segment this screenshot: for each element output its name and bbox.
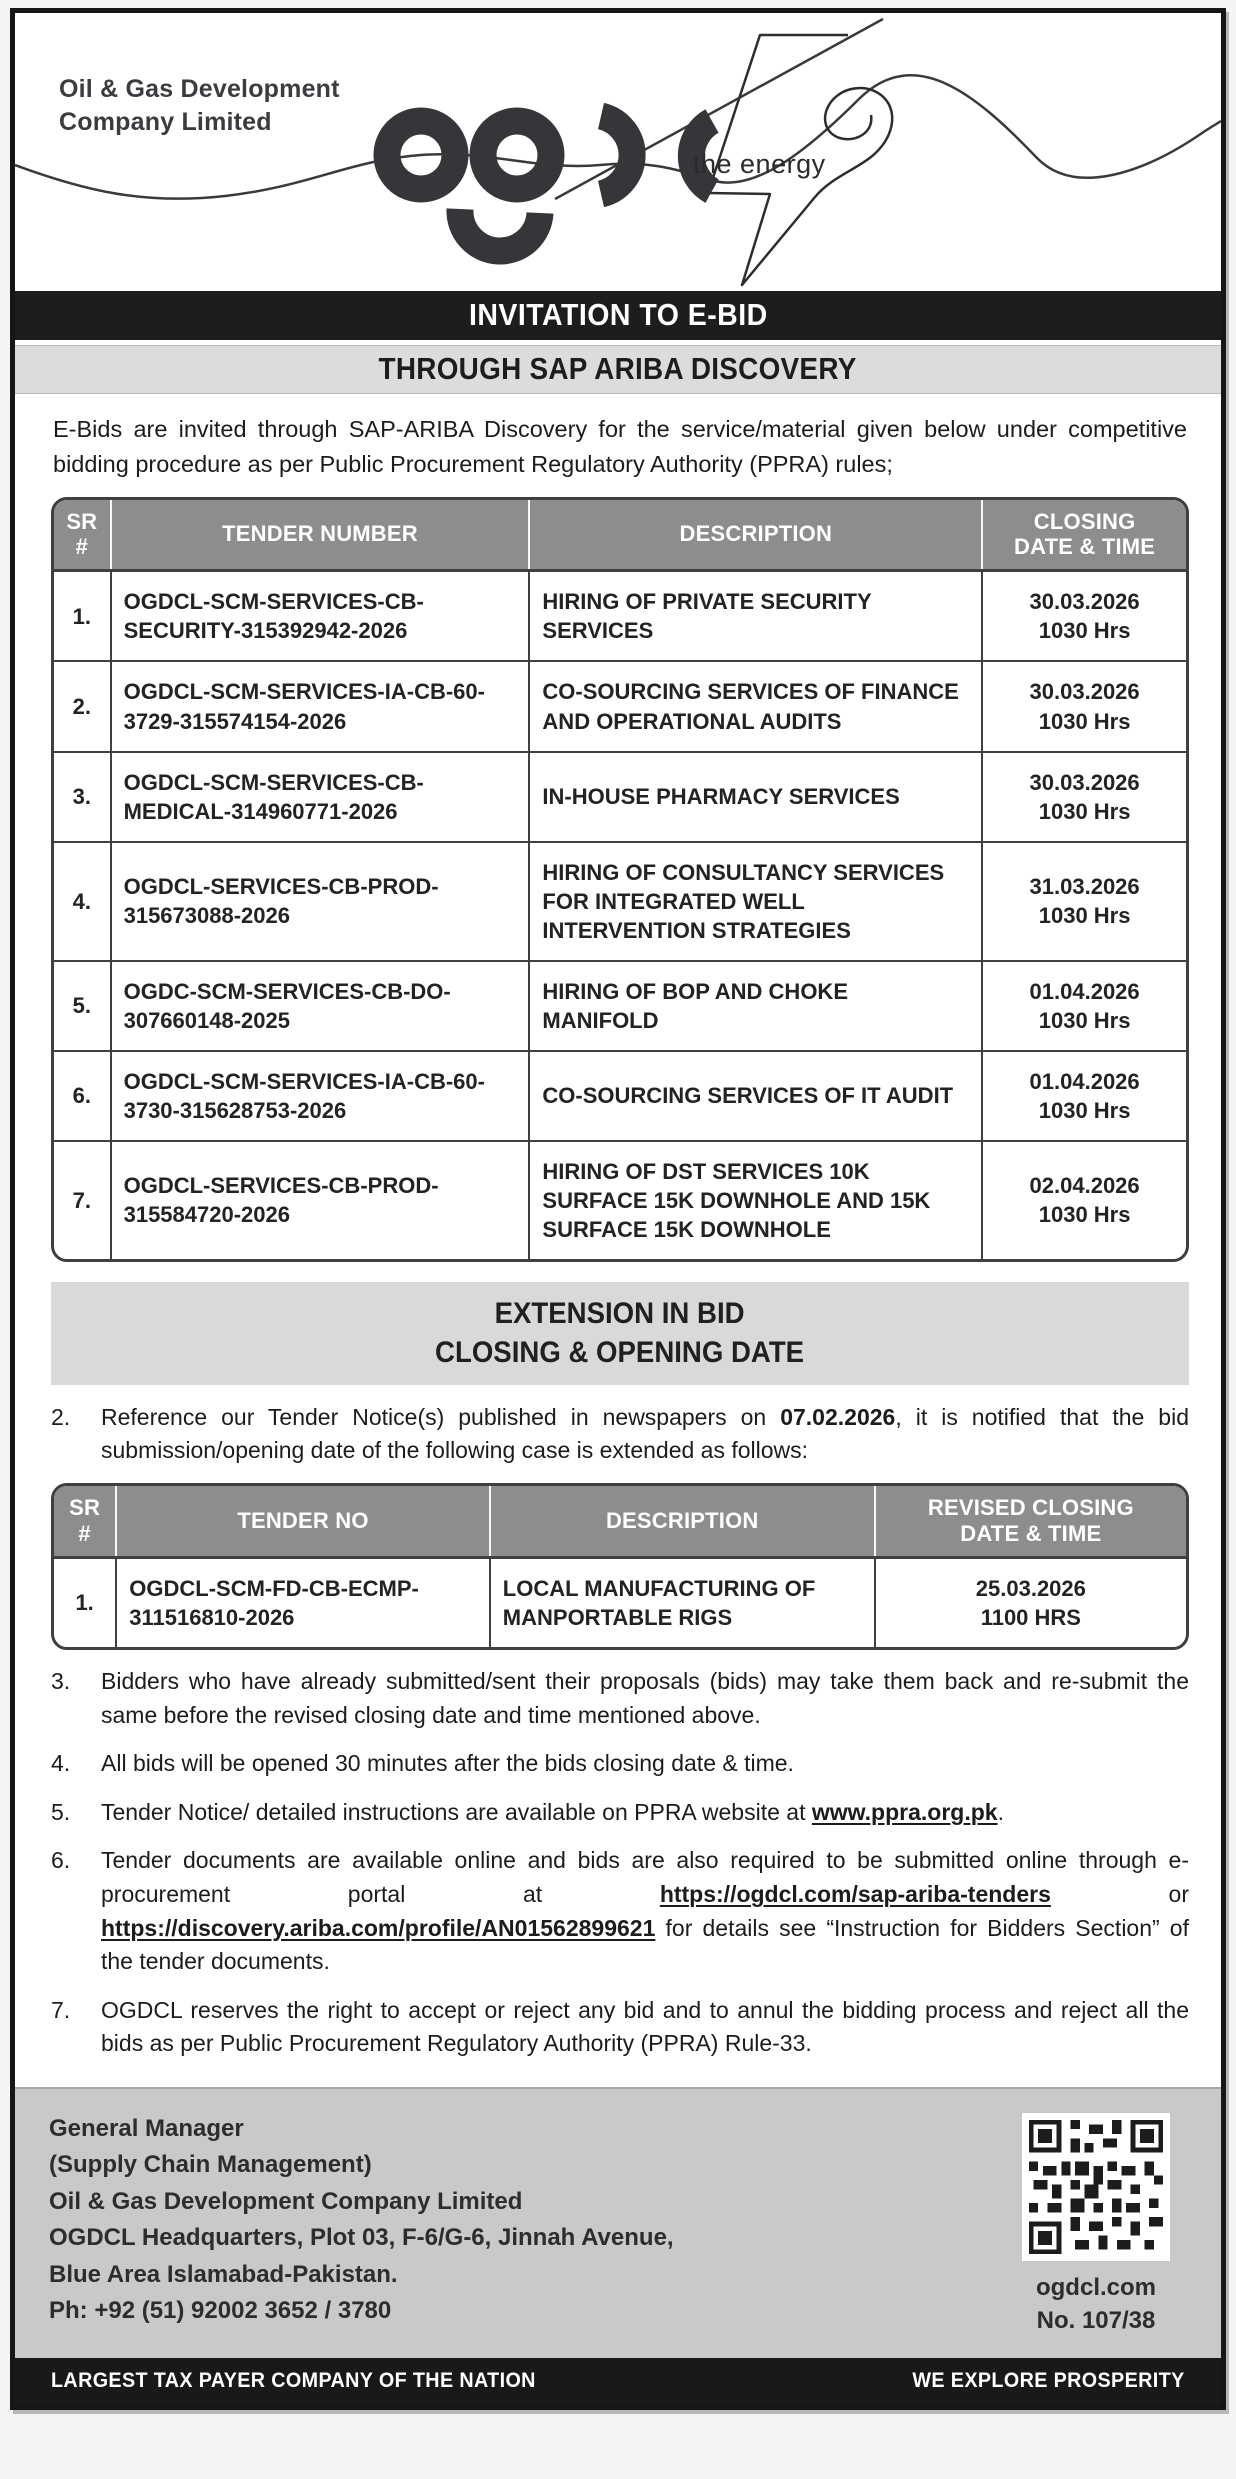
footer-qr-block — [1001, 2111, 1191, 2338]
main-title-banner — [15, 291, 1221, 340]
point-text: Bidders who have already submitted/sent their proposals (bids) may take them back and re-submit the same before the revised closing date and time mentioned above. — [101, 1668, 1189, 1728]
sr-cell: 1. — [54, 571, 111, 662]
tender-number-cell: OGDC-SCM-SERVICES-CB-DO-307660148-2025 — [111, 961, 530, 1051]
tender-table-wrapper — [51, 497, 1189, 1262]
closing-date-cell: 31.03.2026 1030 Hrs — [982, 842, 1186, 961]
description-cell: HIRING OF BOP AND CHOKE MANIFOLD — [529, 961, 982, 1051]
subtitle: THROUGH SAP ARIBA DISCOVERY — [378, 351, 858, 386]
closing-date-cell: 01.04.2026 1030 Hrs — [982, 1051, 1186, 1141]
footer-contact-block — [49, 2111, 1001, 2330]
footer-line: (Supply Chain Management) — [49, 2151, 372, 2179]
sr-cell: 3. — [54, 752, 111, 842]
description-cell: HIRING OF CONSULTANCY SERVICES FOR INTEGRATED WELL INTERVENTION STRATEGIES — [529, 842, 982, 961]
slogan-right: WE EXPLORE PROSPERITY — [912, 2369, 1185, 2392]
tender-number-cell: OGDCL-SCM-SERVICES-CB-MEDICAL-314960771-2026 — [111, 752, 530, 842]
closing-date-cell: 30.03.2026 1030 Hrs — [982, 752, 1186, 842]
revised-closing-cell: 25.03.2026 1100 HRS — [975, 1575, 1086, 1630]
footer — [15, 2087, 1221, 2358]
sr-cell: 6. — [54, 1051, 111, 1141]
ogdcl-tenders-link[interactable]: https://ogdcl.com/sap-ariba-tenders — [659, 1880, 1051, 1907]
point-text: Reference our Tender Notice(s) published in newspapers on 07.02.2026, it is notified that the bid submission/opening date of the following case is extended as follows: — [101, 1403, 1189, 1464]
col-header-sr: SR # — [54, 1486, 116, 1557]
subtitle-banner — [15, 345, 1221, 394]
table-row — [54, 661, 1186, 751]
point-3 — [51, 1665, 1189, 1732]
sr-cell: 2. — [54, 661, 111, 751]
revised-table-header-row — [54, 1486, 1186, 1557]
qr-code — [1022, 2113, 1170, 2261]
table-row — [54, 961, 1186, 1051]
closing-date-cell: 02.04.2026 1030 Hrs — [1029, 1173, 1140, 1228]
table-row — [54, 752, 1186, 842]
point-text: OGDCL reserves the right to accept or reject any bid and to annul the bidding process and reject all the bids as per Public Procurement Regulatory Authority (PPRA) Rule-33. — [101, 1996, 1189, 2057]
ariba-profile-link[interactable]: https://discovery.ariba.com/profile/AN01562899621 — [101, 1914, 656, 1941]
company-name — [59, 73, 340, 138]
footer-line: Ph: +92 (51) 92002 3652 / 3780 — [49, 2297, 392, 2325]
description-cell: IN-HOUSE PHARMACY SERVICES — [529, 752, 982, 842]
company-name-line1: Oil & Gas Development — [59, 75, 340, 103]
sr-cell: 5. — [54, 961, 111, 1051]
point-7 — [51, 1994, 1189, 2061]
tender-number-cell: OGDCL-SCM-FD-CB-ECMP-311516810-2026 — [116, 1557, 490, 1647]
footer-line: OGDCL Headquarters, Plot 03, F-6/G-6, Jinnah Avenue, — [49, 2224, 674, 2252]
qr-code-icon — [1029, 2120, 1163, 2254]
sr-cell: 1. — [54, 1557, 116, 1647]
col-header-sr: SR # — [54, 500, 111, 571]
table-row — [54, 1051, 1186, 1141]
closing-date-cell: 30.03.2026 1030 Hrs — [982, 661, 1186, 751]
notice-date: 07.02.2026 — [780, 1403, 896, 1430]
ogdcl-logo-art — [15, 13, 1221, 291]
tender-table — [54, 500, 1186, 1259]
point-text: Tender Notice/ detailed instructions are available on PPRA website at www.ppra.org.pk. — [101, 1798, 1004, 1825]
main-title: INVITATION TO E-BID — [468, 297, 768, 332]
col-header-revised-closing: REVISED CLOSING DATE & TIME — [875, 1486, 1186, 1557]
tender-number-cell: OGDCL-SERVICES-CB-PROD-315673088-2026 — [111, 842, 530, 961]
point-number: 7. — [51, 1996, 71, 2023]
description-cell: LOCAL MANUFACTURING OF MANPORTABLE RIGS — [490, 1557, 875, 1647]
point-text: Tender documents are available online and bids are also required to be submitted online through e-procurement portal at https://ogdcl.com/sap-ariba-tenders or https://discovery.ariba.com/profile/AN01562899621 for details see “Instruction for Bidders Section” of the tender documents. — [101, 1847, 1189, 1975]
company-name-line2: Company Limited — [59, 107, 272, 136]
logo-tagline: the energy — [693, 149, 826, 179]
description-cell: CO-SOURCING SERVICES OF FINANCE AND OPERATIONAL AUDITS — [529, 661, 982, 751]
table-row — [54, 1141, 1186, 1259]
footer-line: General Manager — [49, 2114, 244, 2142]
ogdc-logo — [387, 116, 712, 251]
closing-date-cell: 01.04.2026 1030 Hrs — [982, 961, 1186, 1051]
footer-line: Blue Area Islamabad-Pakistan. — [49, 2260, 398, 2288]
extension-heading-text: EXTENSION IN BID CLOSING & OPENING DATE — [435, 1296, 805, 1369]
ppra-website-link[interactable]: www.ppra.org.pk — [811, 1798, 998, 1825]
table-row — [54, 1557, 1186, 1647]
point-number: 4. — [51, 1750, 71, 1777]
tender-number-cell: OGDCL-SCM-SERVICES-IA-CB-60-3729-315574154-2026 — [111, 661, 530, 751]
col-header-description: DESCRIPTION — [529, 500, 982, 571]
slogan-left: LARGEST TAX PAYER COMPANY OF THE NATION — [51, 2369, 536, 2392]
tender-number-cell: OGDCL-SERVICES-CB-PROD-315584720-2026 — [111, 1141, 530, 1259]
revised-table-wrapper — [51, 1483, 1189, 1650]
point-number: 3. — [51, 1668, 71, 1695]
header — [15, 13, 1221, 291]
tender-number-cell: OGDCL-SCM-SERVICES-IA-CB-60-3730-315628753-2026 — [111, 1051, 530, 1141]
col-header-description: DESCRIPTION — [490, 1486, 875, 1557]
col-header-tender-number: TENDER NUMBER — [111, 500, 530, 571]
point-5 — [51, 1796, 1189, 1830]
sr-cell: 7. — [54, 1141, 111, 1259]
tender-number-cell: OGDCL-SCM-SERVICES-CB-SECURITY-315392942-2026 — [111, 571, 530, 662]
tender-table-header-row — [54, 500, 1186, 571]
point-6 — [51, 1844, 1189, 1978]
table-row — [54, 842, 1186, 961]
table-row — [54, 571, 1186, 662]
description-cell: HIRING OF PRIVATE SECURITY SERVICES — [529, 571, 982, 662]
tender-notice-page — [10, 8, 1226, 2410]
point-2 — [51, 1401, 1189, 1468]
description-cell: HIRING OF DST SERVICES 10K SURFACE 15K DOWNHOLE AND 15K SURFACE 15K DOWNHOLE — [529, 1141, 982, 1259]
point-number: 5. — [51, 1798, 71, 1825]
point-4 — [51, 1747, 1189, 1781]
sr-cell: 4. — [54, 842, 111, 961]
footer-line: Oil & Gas Development Company Limited — [49, 2187, 523, 2215]
page-margin — [0, 2410, 1236, 2424]
description-cell: CO-SOURCING SERVICES OF IT AUDIT — [529, 1051, 982, 1141]
col-header-tender-no: TENDER NO — [116, 1486, 490, 1557]
footer-ad-number: No. 107/38 — [1036, 2307, 1156, 2335]
extension-heading — [51, 1282, 1189, 1385]
bottom-slogan-bar — [15, 2358, 1221, 2405]
col-header-closing: CLOSING DATE & TIME — [982, 500, 1186, 571]
intro-paragraph: E-Bids are invited through SAP-ARIBA Discovery for the service/material given below under competitive bidding procedure as per Public Procurement Regulatory Authority (PPRA) rules; — [53, 416, 1187, 478]
point-number: 2. — [51, 1403, 71, 1430]
notice-body — [15, 394, 1221, 2061]
footer-website: ogdcl.com — [1035, 2273, 1156, 2301]
point-number: 6. — [51, 1847, 71, 1874]
point-text: All bids will be opened 30 minutes after the bids closing date & time. — [101, 1750, 794, 1777]
revised-closing-table — [54, 1486, 1186, 1647]
closing-date-cell: 30.03.2026 1030 Hrs — [982, 571, 1186, 662]
